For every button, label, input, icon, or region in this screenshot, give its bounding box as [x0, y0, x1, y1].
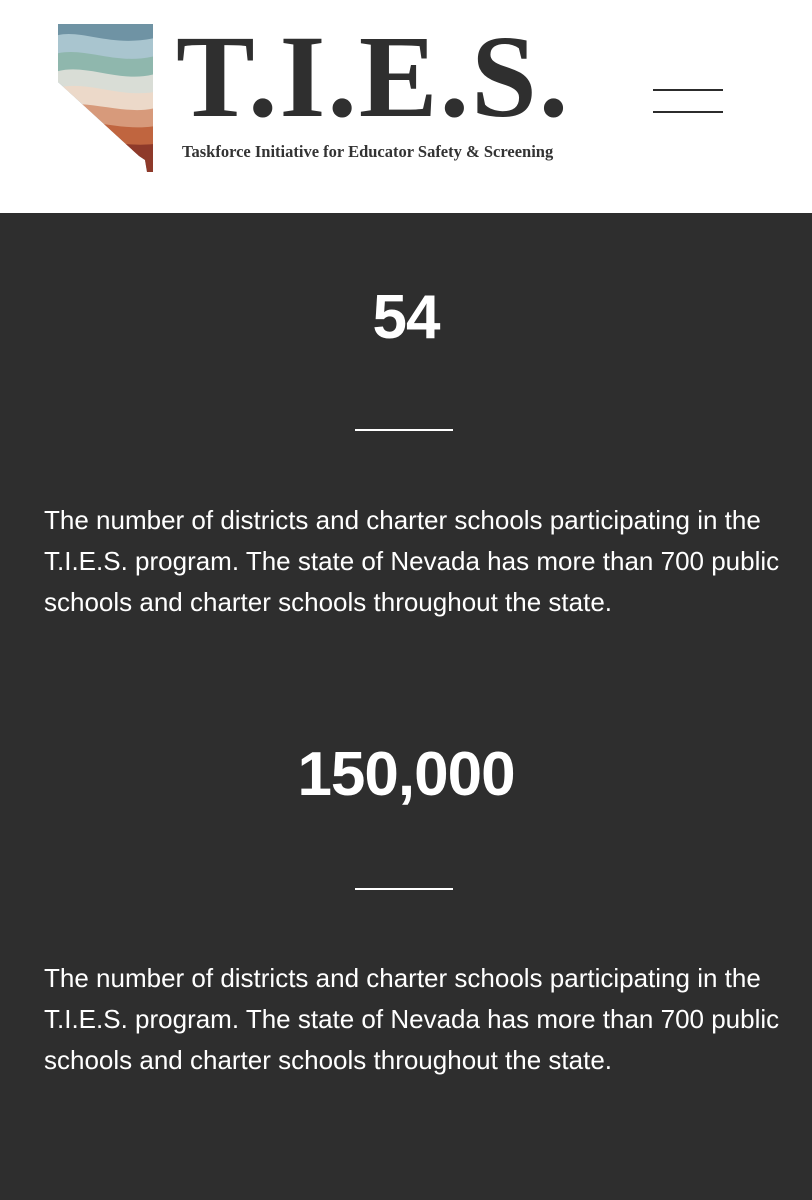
nevada-map-logo-icon[interactable] [55, 22, 155, 174]
stat-value: 150,000 [297, 740, 515, 809]
stat-description: The number of districts and charter schools participating in the T.I.E.S. program. The state of Nevada has more than 700 public schools and charter schools throughout the state. [44, 505, 780, 617]
stat-value: 54 [372, 283, 440, 352]
logo-tagline: Taskforce Initiative for Educator Safety & Screening [182, 142, 554, 161]
menu-bar [653, 111, 723, 113]
stat-divider [355, 888, 453, 890]
logo-title[interactable]: T.I.E.S. [176, 11, 571, 142]
stat-divider [355, 429, 453, 431]
hamburger-menu-icon[interactable] [648, 80, 728, 124]
stat-description: The number of districts and charter schools participating in the T.I.E.S. program. The state of Nevada has more than 700 public schools and charter schools throughout the state. [44, 963, 780, 1075]
menu-bar [653, 89, 723, 91]
site-header [0, 0, 812, 213]
